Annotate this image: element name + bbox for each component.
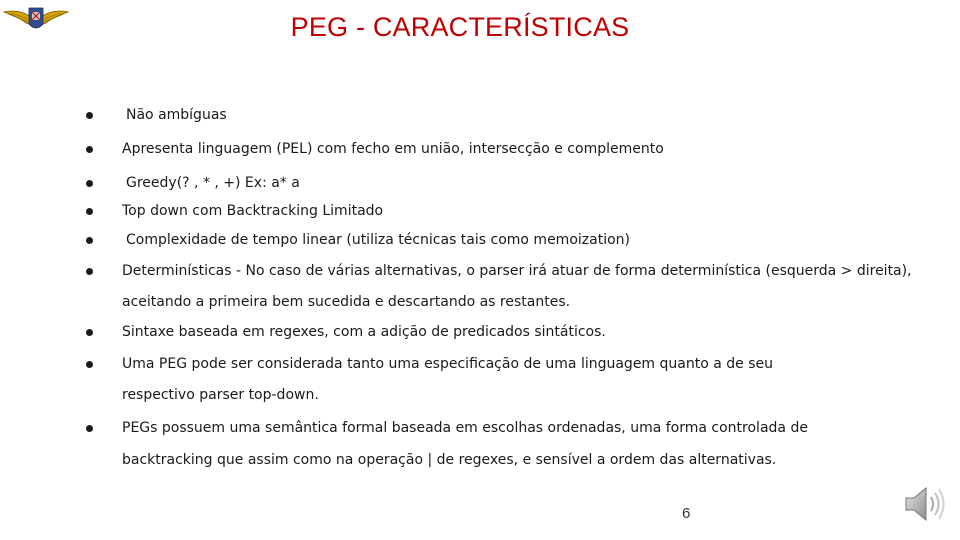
bullet-text: Uma PEG pode ser considerada tanto uma especificação de uma linguagem quanto a de seu (122, 356, 773, 372)
speaker-icon[interactable] (902, 484, 948, 524)
bullet-continuation: backtracking que assim como na operação | de regexes, e sensível a ordem das alternativas. (122, 452, 777, 468)
bullet-text: PEGs possuem uma semântica formal baseada em escolhas ordenadas, uma forma controlada de (122, 420, 808, 436)
bullet-text: Não ambíguas (126, 107, 227, 123)
bullet-text: Determinísticas - No caso de várias alternativas, o parser irá atuar de forma determinística (esquerda > direita), (122, 263, 912, 279)
bullet-dot (86, 329, 93, 336)
bullet-text: Complexidade de tempo linear (utiliza técnicas tais como memoization) (126, 232, 630, 248)
bullet-dot (86, 146, 93, 153)
bullet-continuation: aceitando a primeira bem sucedida e descartando as restantes. (122, 294, 571, 310)
bullet-dot (86, 361, 93, 368)
slide-title: PEG - CARACTERÍSTICAS (290, 12, 630, 42)
bullet-text: Top down com Backtracking Limitado (122, 203, 384, 219)
bullet-dot (86, 180, 93, 187)
bullet-dot (86, 425, 93, 432)
bullet-dot (86, 237, 93, 244)
bullet-text: Apresenta linguagem (PEL) com fecho em união, intersecção e complemento (122, 141, 664, 157)
bullet-dot (86, 268, 93, 275)
bullet-text: Sintaxe baseada em regexes, com a adição de predicados sintáticos. (122, 324, 606, 340)
bullet-dot (86, 208, 93, 215)
bullet-text: Greedy(? , * , +) Ex: a* a (126, 175, 300, 191)
page-number: 6 (682, 505, 691, 522)
bullet-continuation: respectivo parser top-down. (122, 387, 319, 403)
bullet-dot (86, 112, 93, 119)
